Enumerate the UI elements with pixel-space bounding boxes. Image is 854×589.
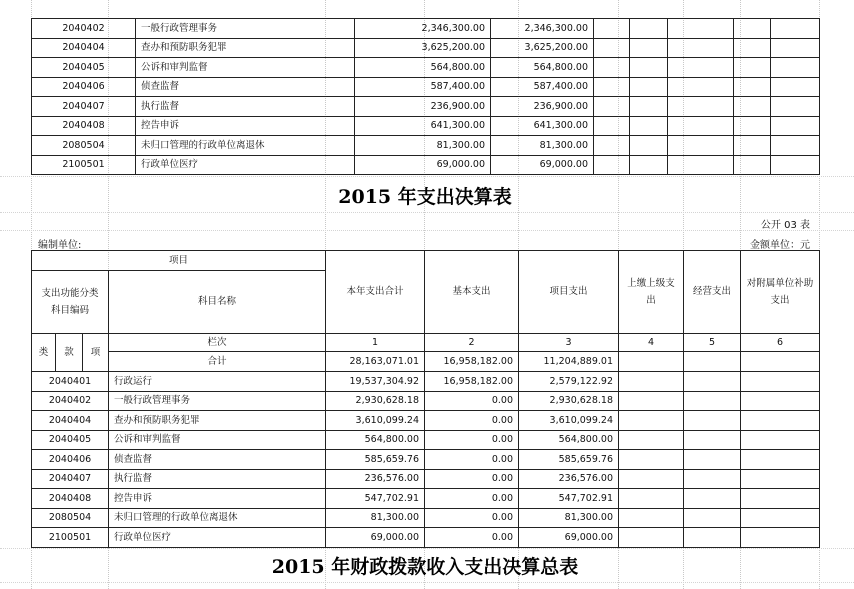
empty-cell bbox=[741, 430, 820, 450]
subject-name-header: 科目名称 bbox=[109, 271, 326, 334]
compiling-unit-label: 编制单位: bbox=[38, 240, 82, 251]
empty-cell bbox=[619, 450, 684, 470]
empty-cell bbox=[741, 391, 820, 411]
empty-cell bbox=[741, 372, 820, 392]
row-name: 查办和预防职务犯罪 bbox=[109, 411, 326, 431]
empty-cell bbox=[684, 430, 741, 450]
empty-cell bbox=[594, 58, 630, 78]
row-code: 2040408 bbox=[32, 489, 109, 509]
row-code: 2040402 bbox=[32, 19, 136, 39]
empty-cell bbox=[684, 352, 741, 372]
empty-cell bbox=[668, 136, 734, 156]
lanci-label: 栏次 bbox=[109, 334, 326, 352]
col-index: 5 bbox=[684, 334, 741, 352]
row-code: 2040401 bbox=[32, 372, 109, 392]
row-total: 81,300.00 bbox=[326, 508, 425, 528]
table-row bbox=[32, 116, 820, 136]
row-name: 公诉和审判监督 bbox=[136, 58, 355, 78]
row-code: 2040406 bbox=[32, 450, 109, 470]
empty-cell bbox=[734, 116, 771, 136]
row-amount: 564,800.00 bbox=[491, 58, 594, 78]
empty-cell bbox=[594, 97, 630, 117]
table-row bbox=[32, 450, 820, 470]
empty-cell bbox=[619, 469, 684, 489]
empty-cell bbox=[771, 19, 820, 39]
empty-cell bbox=[668, 116, 734, 136]
table-row bbox=[32, 391, 820, 411]
row-name: 侦查监督 bbox=[109, 450, 326, 470]
table-row bbox=[32, 136, 820, 156]
row-total: 69,000.00 bbox=[326, 528, 425, 548]
row-project: 3,610,099.24 bbox=[519, 411, 619, 431]
row-project: 585,659.76 bbox=[519, 450, 619, 470]
empty-cell bbox=[630, 77, 668, 97]
empty-cell bbox=[741, 411, 820, 431]
gridline bbox=[0, 230, 854, 231]
empty-cell bbox=[668, 97, 734, 117]
empty-cell bbox=[619, 391, 684, 411]
table-row bbox=[32, 38, 820, 58]
table-row bbox=[32, 489, 820, 509]
business-header: 经营支出 bbox=[684, 251, 741, 334]
row-name: 查办和预防职务犯罪 bbox=[136, 38, 355, 58]
row-amount: 564,800.00 bbox=[355, 58, 491, 78]
empty-cell bbox=[684, 391, 741, 411]
col-index: 6 bbox=[741, 334, 820, 352]
item-header: 项目 bbox=[32, 251, 326, 271]
row-name: 行政单位医疗 bbox=[109, 528, 326, 548]
empty-cell bbox=[741, 469, 820, 489]
row-name: 执行监督 bbox=[136, 97, 355, 117]
empty-cell bbox=[619, 372, 684, 392]
empty-cell bbox=[594, 116, 630, 136]
gridline bbox=[0, 582, 854, 583]
row-name: 行政单位医疗 bbox=[136, 155, 355, 175]
row-name: 侦查监督 bbox=[136, 77, 355, 97]
empty-cell bbox=[684, 508, 741, 528]
row-code: 2040406 bbox=[32, 77, 136, 97]
empty-cell bbox=[684, 528, 741, 548]
empty-cell bbox=[741, 528, 820, 548]
row-amount: 2,346,300.00 bbox=[491, 19, 594, 39]
empty-cell bbox=[668, 38, 734, 58]
row-code: 2100501 bbox=[32, 528, 109, 548]
table-row bbox=[32, 97, 820, 117]
empty-cell bbox=[734, 19, 771, 39]
row-project: 236,576.00 bbox=[519, 469, 619, 489]
row-amount: 2,346,300.00 bbox=[355, 19, 491, 39]
empty-cell bbox=[668, 77, 734, 97]
expenditure-table bbox=[31, 250, 820, 548]
row-total: 564,800.00 bbox=[326, 430, 425, 450]
empty-cell bbox=[771, 155, 820, 175]
row-amount: 69,000.00 bbox=[491, 155, 594, 175]
row-basic: 16,958,182.00 bbox=[425, 372, 519, 392]
table-row bbox=[32, 155, 820, 175]
empty-cell bbox=[668, 58, 734, 78]
subsidy-header: 对附属单位补助支出 bbox=[741, 251, 820, 334]
total-row bbox=[32, 352, 820, 372]
func-code-header: 支出功能分类科目编码 bbox=[32, 271, 109, 334]
table-row bbox=[32, 411, 820, 431]
empty-cell bbox=[734, 77, 771, 97]
empty-cell bbox=[684, 489, 741, 509]
empty-cell bbox=[619, 352, 684, 372]
empty-cell bbox=[619, 489, 684, 509]
empty-cell bbox=[668, 155, 734, 175]
row-amount: 587,400.00 bbox=[491, 77, 594, 97]
row-amount: 236,900.00 bbox=[355, 97, 491, 117]
header-row bbox=[32, 251, 820, 271]
col-index: 4 bbox=[619, 334, 684, 352]
row-code: 2040407 bbox=[32, 97, 136, 117]
row-amount: 641,300.00 bbox=[355, 116, 491, 136]
row-code: 2040404 bbox=[32, 38, 136, 58]
row-name: 控告申诉 bbox=[109, 489, 326, 509]
total-header: 本年支出合计 bbox=[326, 251, 425, 334]
empty-cell bbox=[630, 136, 668, 156]
row-total: 2,930,628.18 bbox=[326, 391, 425, 411]
empty-cell bbox=[771, 58, 820, 78]
empty-cell bbox=[594, 155, 630, 175]
empty-cell bbox=[734, 97, 771, 117]
empty-cell bbox=[619, 528, 684, 548]
total-project: 11,204,889.01 bbox=[519, 352, 619, 372]
empty-cell bbox=[734, 136, 771, 156]
empty-cell bbox=[741, 450, 820, 470]
empty-cell bbox=[630, 116, 668, 136]
empty-cell bbox=[684, 372, 741, 392]
empty-cell bbox=[619, 411, 684, 431]
table-number: 公开 03 表 bbox=[760, 220, 810, 231]
column-index-row bbox=[32, 334, 820, 352]
table-row bbox=[32, 19, 820, 39]
empty-cell bbox=[741, 352, 820, 372]
col-index: 3 bbox=[519, 334, 619, 352]
table-row bbox=[32, 372, 820, 392]
row-basic: 0.00 bbox=[425, 391, 519, 411]
row-name: 公诉和审判监督 bbox=[109, 430, 326, 450]
table-row bbox=[32, 430, 820, 450]
row-name: 未归口管理的行政单位离退休 bbox=[136, 136, 355, 156]
row-amount: 3,625,200.00 bbox=[491, 38, 594, 58]
expenditure-table-title: 2015 年支出决算表 bbox=[338, 186, 512, 208]
row-code: 2040408 bbox=[32, 116, 136, 136]
row-name: 执行监督 bbox=[109, 469, 326, 489]
empty-cell bbox=[684, 469, 741, 489]
table-row bbox=[32, 528, 820, 548]
row-code: 2040402 bbox=[32, 391, 109, 411]
table-row bbox=[32, 77, 820, 97]
row-amount: 3,625,200.00 bbox=[355, 38, 491, 58]
row-name: 一般行政管理事务 bbox=[136, 19, 355, 39]
row-project: 547,702.91 bbox=[519, 489, 619, 509]
kuan-header: 款 bbox=[56, 334, 83, 372]
empty-cell bbox=[734, 38, 771, 58]
col-index: 1 bbox=[326, 334, 425, 352]
empty-cell bbox=[741, 508, 820, 528]
total-value: 28,163,071.01 bbox=[326, 352, 425, 372]
empty-cell bbox=[734, 58, 771, 78]
row-basic: 0.00 bbox=[425, 469, 519, 489]
table-row bbox=[32, 58, 820, 78]
gridline bbox=[0, 212, 854, 213]
row-name: 行政运行 bbox=[109, 372, 326, 392]
empty-cell bbox=[630, 19, 668, 39]
row-name: 一般行政管理事务 bbox=[109, 391, 326, 411]
row-total: 236,576.00 bbox=[326, 469, 425, 489]
total-basic: 16,958,182.00 bbox=[425, 352, 519, 372]
row-basic: 0.00 bbox=[425, 489, 519, 509]
empty-cell bbox=[668, 19, 734, 39]
empty-cell bbox=[630, 58, 668, 78]
row-total: 585,659.76 bbox=[326, 450, 425, 470]
row-code: 2100501 bbox=[32, 155, 136, 175]
row-basic: 0.00 bbox=[425, 528, 519, 548]
financial-summary-title: 2015 年财政拨款收入支出决算总表 bbox=[271, 556, 579, 578]
empty-cell bbox=[630, 155, 668, 175]
row-total: 3,610,099.24 bbox=[326, 411, 425, 431]
empty-cell bbox=[771, 38, 820, 58]
basic-header: 基本支出 bbox=[425, 251, 519, 334]
project-header: 项目支出 bbox=[519, 251, 619, 334]
upper-header: 上缴上级支出 bbox=[619, 251, 684, 334]
empty-cell bbox=[771, 136, 820, 156]
empty-cell bbox=[619, 508, 684, 528]
row-project: 69,000.00 bbox=[519, 528, 619, 548]
empty-cell bbox=[630, 97, 668, 117]
row-name: 控告申诉 bbox=[136, 116, 355, 136]
currency-unit: 金额单位：元 bbox=[750, 240, 810, 251]
row-total: 19,537,304.92 bbox=[326, 372, 425, 392]
empty-cell bbox=[594, 38, 630, 58]
empty-cell bbox=[630, 38, 668, 58]
row-amount: 587,400.00 bbox=[355, 77, 491, 97]
empty-cell bbox=[771, 116, 820, 136]
row-project: 2,579,122.92 bbox=[519, 372, 619, 392]
table-row bbox=[32, 469, 820, 489]
gridline bbox=[0, 548, 854, 549]
empty-cell bbox=[734, 155, 771, 175]
row-amount: 69,000.00 bbox=[355, 155, 491, 175]
xiang-header: 项 bbox=[83, 334, 109, 372]
total-label: 合计 bbox=[109, 352, 326, 372]
row-basic: 0.00 bbox=[425, 508, 519, 528]
row-project: 564,800.00 bbox=[519, 430, 619, 450]
row-basic: 0.00 bbox=[425, 430, 519, 450]
row-name: 未归口管理的行政单位离退休 bbox=[109, 508, 326, 528]
row-code: 2040407 bbox=[32, 469, 109, 489]
row-code: 2040404 bbox=[32, 411, 109, 431]
row-amount: 236,900.00 bbox=[491, 97, 594, 117]
row-basic: 0.00 bbox=[425, 450, 519, 470]
row-project: 81,300.00 bbox=[519, 508, 619, 528]
empty-cell bbox=[771, 97, 820, 117]
empty-cell bbox=[619, 430, 684, 450]
table-row bbox=[32, 508, 820, 528]
col-index: 2 bbox=[425, 334, 519, 352]
row-basic: 0.00 bbox=[425, 411, 519, 431]
row-code: 2040405 bbox=[32, 58, 136, 78]
previous-table-continuation bbox=[31, 18, 820, 175]
row-code: 2080504 bbox=[32, 136, 136, 156]
empty-cell bbox=[594, 136, 630, 156]
empty-cell bbox=[594, 19, 630, 39]
row-amount: 641,300.00 bbox=[491, 116, 594, 136]
empty-cell bbox=[594, 77, 630, 97]
row-project: 2,930,628.18 bbox=[519, 391, 619, 411]
lei-header: 类 bbox=[32, 334, 56, 372]
empty-cell bbox=[684, 411, 741, 431]
empty-cell bbox=[741, 489, 820, 509]
gridline bbox=[0, 176, 854, 177]
row-amount: 81,300.00 bbox=[355, 136, 491, 156]
row-code: 2040405 bbox=[32, 430, 109, 450]
row-amount: 81,300.00 bbox=[491, 136, 594, 156]
empty-cell bbox=[771, 77, 820, 97]
row-code: 2080504 bbox=[32, 508, 109, 528]
empty-cell bbox=[684, 450, 741, 470]
row-total: 547,702.91 bbox=[326, 489, 425, 509]
